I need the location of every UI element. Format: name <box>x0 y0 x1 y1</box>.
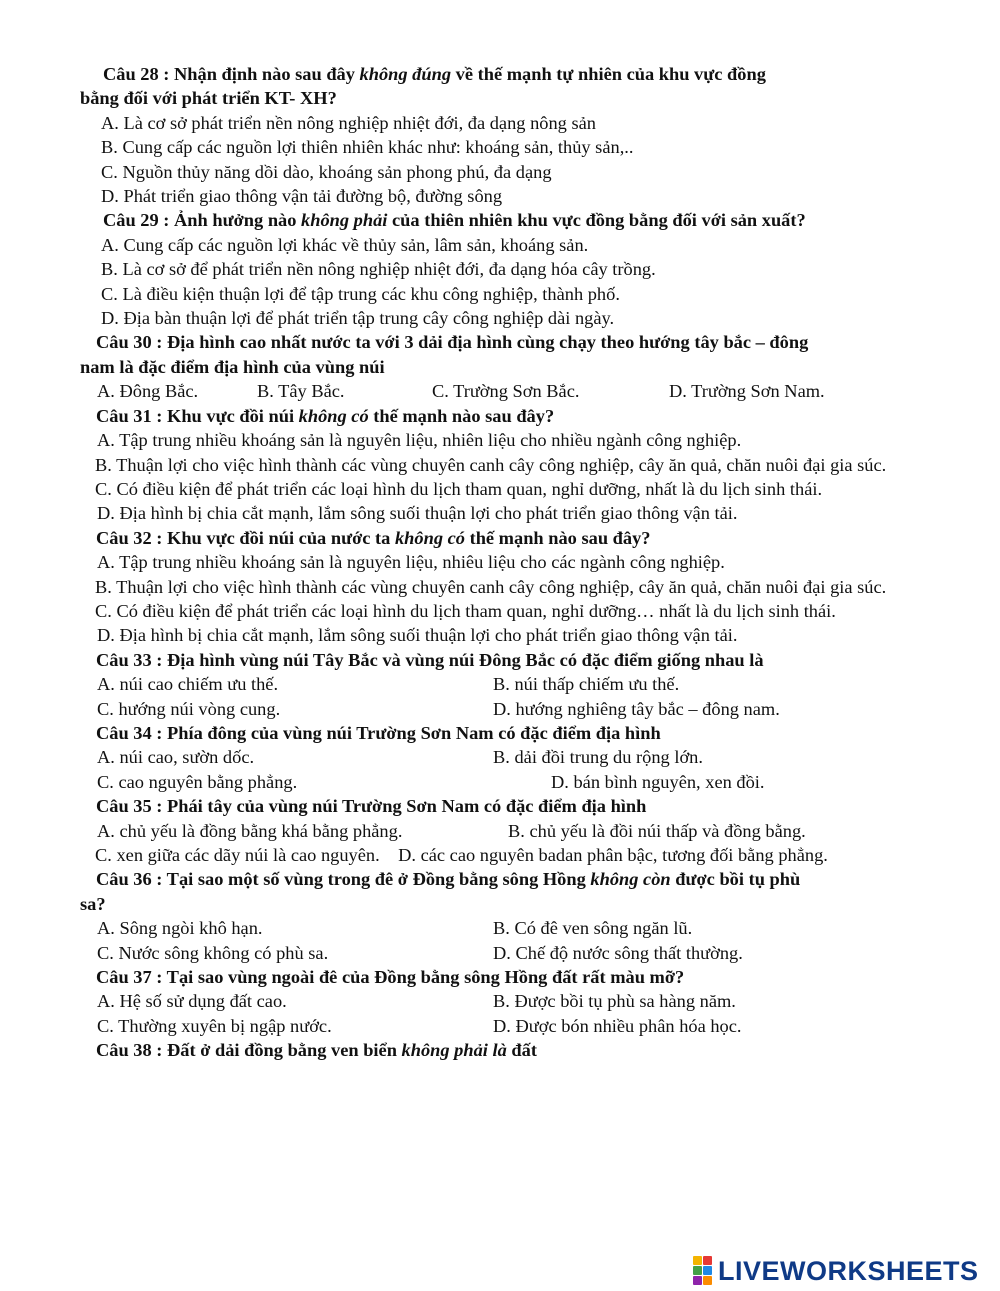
q31-option-a: A. Tập trung nhiều khoáng sản là nguyên liệu, nhiên liệu cho nhiều ngành công nghiệp. <box>97 430 742 451</box>
q30-option-b: B. Tây Bắc. <box>257 381 345 402</box>
question-33: Câu 33 : Địa hình vùng núi Tây Bắc và vùng núi Đông Bắc có đặc điểm giống nhau là <box>96 649 764 670</box>
q36-option-c: C. Nước sông không có phù sa. <box>97 942 329 963</box>
question-34: Câu 34 : Phía đông của vùng núi Trường Sơn Nam có đặc điểm địa hình <box>96 722 661 743</box>
logo-text: LIVEWORKSHEETS <box>718 1255 979 1286</box>
q32-option-c: C. Có điều kiện để phát triển các loại hình du lịch tham quan, nghỉ dưỡng… nhất là du lịch sinh thái. <box>95 600 836 621</box>
q33-option-d: D. hướng nghiêng tây bắc – đông nam. <box>493 698 780 719</box>
question-32: Câu 32 : Khu vực đồi núi của nước ta không có thế mạnh nào sau đây? <box>96 527 651 548</box>
q29-option-a: A. Cung cấp các nguồn lợi khác về thủy sản, lâm sản, khoáng sản. <box>101 234 589 255</box>
q36-option-b: B. Có đê ven sông ngăn lũ. <box>493 918 693 939</box>
q35-options-row1 <box>0 819 1000 843</box>
q31-option-b: B. Thuận lợi cho việc hình thành các vùng chuyên canh cây công nghiệp, cây ăn quả, chăn nuôi đại gia súc. <box>95 454 887 475</box>
question-38: Câu 38 : Đất ở dải đồng bằng ven biển không phải là đất <box>96 1040 537 1061</box>
q37-options-row1 <box>0 989 1000 1013</box>
q31-option-c: C. Có điều kiện để phát triển các loại hình du lịch tham quan, nghỉ dưỡng, nhất là du lịch sinh thái. <box>95 478 823 499</box>
question-31: Câu 31 : Khu vực đồi núi không có thế mạnh nào sau đây? <box>96 405 555 426</box>
q35-options-cd: C. xen giữa các dãy núi là cao nguyên. D. các cao nguyên badan phân bậc, tương đối bằng phẳng. <box>95 845 828 865</box>
q36-options-row1 <box>0 916 1000 940</box>
question-36: Câu 36 : Tại sao một số vùng trong đê ở Đồng bằng sông Hồng không còn được bồi tụ phù <box>96 869 801 890</box>
q35-option-a: A. chủ yếu là đồng bằng khá bằng phẳng. <box>97 820 403 841</box>
q34-option-c: C. cao nguyên bằng phẳng. <box>97 771 298 792</box>
q32-option-d: D. Địa hình bị chia cắt mạnh, lắm sông suối thuận lợi cho phát triển giao thông vận tải. <box>97 625 738 646</box>
q36-option-a: A. Sông ngòi khô hạn. <box>97 918 263 939</box>
q32-option-a: A. Tập trung nhiều khoáng sản là nguyên liệu, nhiêu liệu cho các ngành công nghiệp. <box>97 552 725 573</box>
q33-option-c: C. hướng núi vòng cung. <box>97 698 281 719</box>
q30-option-d: D. Trường Sơn Nam. <box>669 381 825 402</box>
q31-option-d: D. Địa hình bị chia cắt mạnh, lắm sông suối thuận lợi cho phát triển giao thông vận tải. <box>97 503 738 524</box>
q30-option-a: A. Đông Bắc. <box>97 381 199 402</box>
liveworksheets-logo-icon <box>693 1256 713 1286</box>
question-30-cont: nam là đặc điểm địa hình của vùng núi <box>80 356 385 377</box>
q35-option-b: B. chủ yếu là đồi núi thấp và đồng bằng. <box>508 820 806 841</box>
question-35: Câu 35 : Phái tây của vùng núi Trường Sơn Nam có đặc điểm địa hình <box>96 796 647 817</box>
q34-options-row2 <box>0 770 1000 794</box>
q36-option-d: D. Chế độ nước sông thất thường. <box>493 942 743 963</box>
q29-option-d: D. Địa bàn thuận lợi để phát triển tập trung cây công nghiệp dài ngày. <box>101 308 615 329</box>
question-28-cont: bằng đối với phát triển KT- XH? <box>80 88 337 109</box>
q37-option-c: C. Thường xuyên bị ngập nước. <box>97 1015 332 1036</box>
question-29: Câu 29 : Ảnh hưởng nào không phải của thiên nhiên khu vực đồng bằng đối với sản xuất? <box>103 210 806 231</box>
q29-option-c: C. Là điều kiện thuận lợi để tập trung các khu công nghiệp, thành phố. <box>101 283 620 304</box>
worksheet-page <box>0 62 1000 1063</box>
liveworksheets-logo <box>693 1252 979 1290</box>
q29-option-b: B. Là cơ sở để phát triển nền nông nghiệp nhiệt đới, đa dạng hóa cây trồng. <box>101 259 656 280</box>
q34-options-row1 <box>0 745 1000 769</box>
q28-option-d: D. Phát triển giao thông vận tải đường bộ, đường sông <box>101 186 503 207</box>
question-37: Câu 37 : Tại sao vùng ngoài đê của Đồng bằng sông Hồng đất rất màu mỡ? <box>96 967 685 988</box>
question-28: Câu 28 : Nhận định nào sau đây không đúng về thế mạnh tự nhiên của khu vực đồng <box>103 64 766 84</box>
q33-option-a: A. núi cao chiếm ưu thế. <box>97 674 279 695</box>
q33-option-b: B. núi thấp chiếm ưu thế. <box>493 674 680 695</box>
q37-option-a: A. Hệ số sử dụng đất cao. <box>97 991 287 1012</box>
q30-options <box>0 379 1000 403</box>
q33-options-row2 <box>0 697 1000 721</box>
q37-options-row2 <box>0 1014 1000 1038</box>
q32-option-b: B. Thuận lợi cho việc hình thành các vùng chuyên canh cây công nghiệp, cây ăn quả, chăn nuôi đại gia súc. <box>95 576 887 597</box>
question-36-cont: sa? <box>80 893 106 914</box>
q28-option-a: A. Là cơ sở phát triển nền nông nghiệp nhiệt đới, đa dạng nông sản <box>101 112 596 133</box>
q28-option-c: C. Nguồn thủy năng dồi dào, khoáng sản phong phú, đa dạng <box>101 161 552 182</box>
q30-option-c: C. Trường Sơn Bắc. <box>432 381 580 402</box>
q34-option-b: B. dải đồi trung du rộng lớn. <box>493 747 703 768</box>
q33-options-row1 <box>0 672 1000 696</box>
q37-option-b: B. Được bồi tụ phù sa hàng năm. <box>493 991 736 1012</box>
q36-options-row2 <box>0 941 1000 965</box>
q34-option-d: D. bán bình nguyên, xen đồi. <box>551 771 765 792</box>
q28-option-b: B. Cung cấp các nguồn lợi thiên nhiên khác như: khoáng sản, thủy sản,.. <box>101 137 634 158</box>
q37-option-d: D. Được bón nhiều phân hóa học. <box>493 1015 742 1036</box>
question-30: Câu 30 : Địa hình cao nhất nước ta với 3 dải địa hình cùng chạy theo hướng tây bắc – đông <box>96 332 809 353</box>
q34-option-a: A. núi cao, sườn dốc. <box>97 747 255 768</box>
